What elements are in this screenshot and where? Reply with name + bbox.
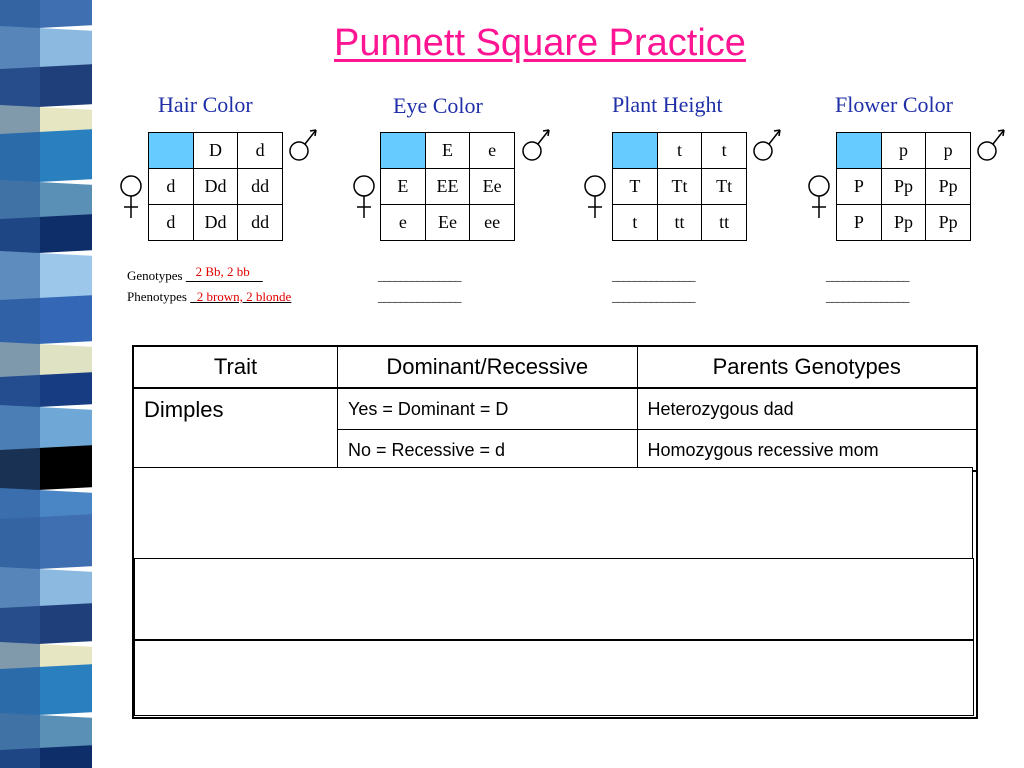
male-symbol-icon	[752, 124, 784, 164]
phenotypes-blank: _______________	[378, 289, 461, 304]
phenotypes-line	[127, 289, 291, 305]
top-allele: e	[470, 133, 515, 169]
genotypes-blank: _______________	[826, 268, 909, 283]
side-allele: t	[613, 205, 658, 241]
flower-color-title: Flower Color	[835, 92, 953, 117]
female-symbol-icon	[582, 172, 608, 222]
offspring-cell: Tt	[702, 169, 747, 205]
empty-table-row	[134, 640, 974, 716]
genotypes-answer: 2 Bb, 2 bb	[195, 264, 250, 279]
offspring-cell: Pp	[881, 205, 926, 241]
hair-color-punnett-square	[148, 132, 283, 237]
phenotypes-blank: _______________	[612, 289, 695, 304]
plant-height-punnett-square	[612, 132, 747, 237]
genotypes-label: Genotypes	[127, 268, 183, 283]
header-trait: Trait	[133, 346, 337, 388]
top-allele: p	[881, 133, 926, 169]
offspring-cell: Pp	[926, 169, 971, 205]
corner-cell	[381, 133, 426, 169]
empty-table-row	[134, 558, 974, 640]
side-allele: d	[149, 169, 194, 205]
offspring-cell: Ee	[470, 169, 515, 205]
offspring-cell: dd	[238, 169, 283, 205]
offspring-cell: tt	[702, 205, 747, 241]
side-allele: T	[613, 169, 658, 205]
eye-color-title: Eye Color	[393, 93, 483, 118]
genotypes-blank: _______________	[612, 268, 695, 283]
female-symbol-icon	[351, 172, 377, 222]
flower-color-punnett-square	[836, 132, 971, 237]
eye-color-punnett-square	[380, 132, 515, 237]
parent-genotype-cell: Heterozygous dad	[637, 388, 977, 430]
table-header-row	[133, 346, 977, 388]
side-allele: P	[837, 169, 882, 205]
corner-cell	[837, 133, 882, 169]
phenotypes-label: Phenotypes	[127, 289, 187, 304]
female-symbol-icon	[118, 172, 144, 222]
header-parents-genotypes: Parents Genotypes	[637, 346, 977, 388]
genotypes-blank: _______________	[378, 268, 461, 283]
side-allele: e	[381, 205, 426, 241]
plant-height-title: Plant Height	[612, 92, 723, 117]
offspring-cell: tt	[657, 205, 702, 241]
offspring-cell: Dd	[193, 205, 238, 241]
offspring-cell: Tt	[657, 169, 702, 205]
table-row	[133, 388, 977, 430]
top-allele: t	[657, 133, 702, 169]
dominance-cell: Yes = Dominant = D	[337, 388, 637, 430]
male-symbol-icon	[288, 124, 320, 164]
trait-table	[132, 345, 978, 472]
decorative-stripe-border	[0, 0, 120, 768]
trait-name-cell: Dimples	[133, 388, 337, 471]
genotypes-line	[127, 264, 263, 284]
parent-genotype-cell: Homozygous recessive mom	[637, 430, 977, 472]
side-allele: E	[381, 169, 426, 205]
top-allele: p	[926, 133, 971, 169]
male-symbol-icon	[976, 124, 1008, 164]
side-allele: d	[149, 205, 194, 241]
offspring-cell: ee	[470, 205, 515, 241]
top-allele: d	[238, 133, 283, 169]
top-allele: t	[702, 133, 747, 169]
corner-cell	[149, 133, 194, 169]
phenotypes-blank: _______________	[826, 289, 909, 304]
phenotypes-answer: 2 brown, 2 blonde	[196, 289, 292, 304]
corner-cell	[613, 133, 658, 169]
offspring-cell: Pp	[926, 205, 971, 241]
offspring-cell: dd	[238, 205, 283, 241]
offspring-cell: Ee	[425, 205, 470, 241]
offspring-cell: Dd	[193, 169, 238, 205]
dominance-cell: No = Recessive = d	[337, 430, 637, 472]
offspring-cell: EE	[425, 169, 470, 205]
top-allele: D	[193, 133, 238, 169]
female-symbol-icon	[806, 172, 832, 222]
top-allele: E	[425, 133, 470, 169]
male-symbol-icon	[521, 124, 553, 164]
empty-table-row	[134, 467, 973, 559]
header-dominant-recessive: Dominant/Recessive	[337, 346, 637, 388]
hair-color-title: Hair Color	[158, 92, 253, 117]
slide-title: Punnett Square Practice	[334, 22, 746, 64]
side-allele: P	[837, 205, 882, 241]
offspring-cell: Pp	[881, 169, 926, 205]
